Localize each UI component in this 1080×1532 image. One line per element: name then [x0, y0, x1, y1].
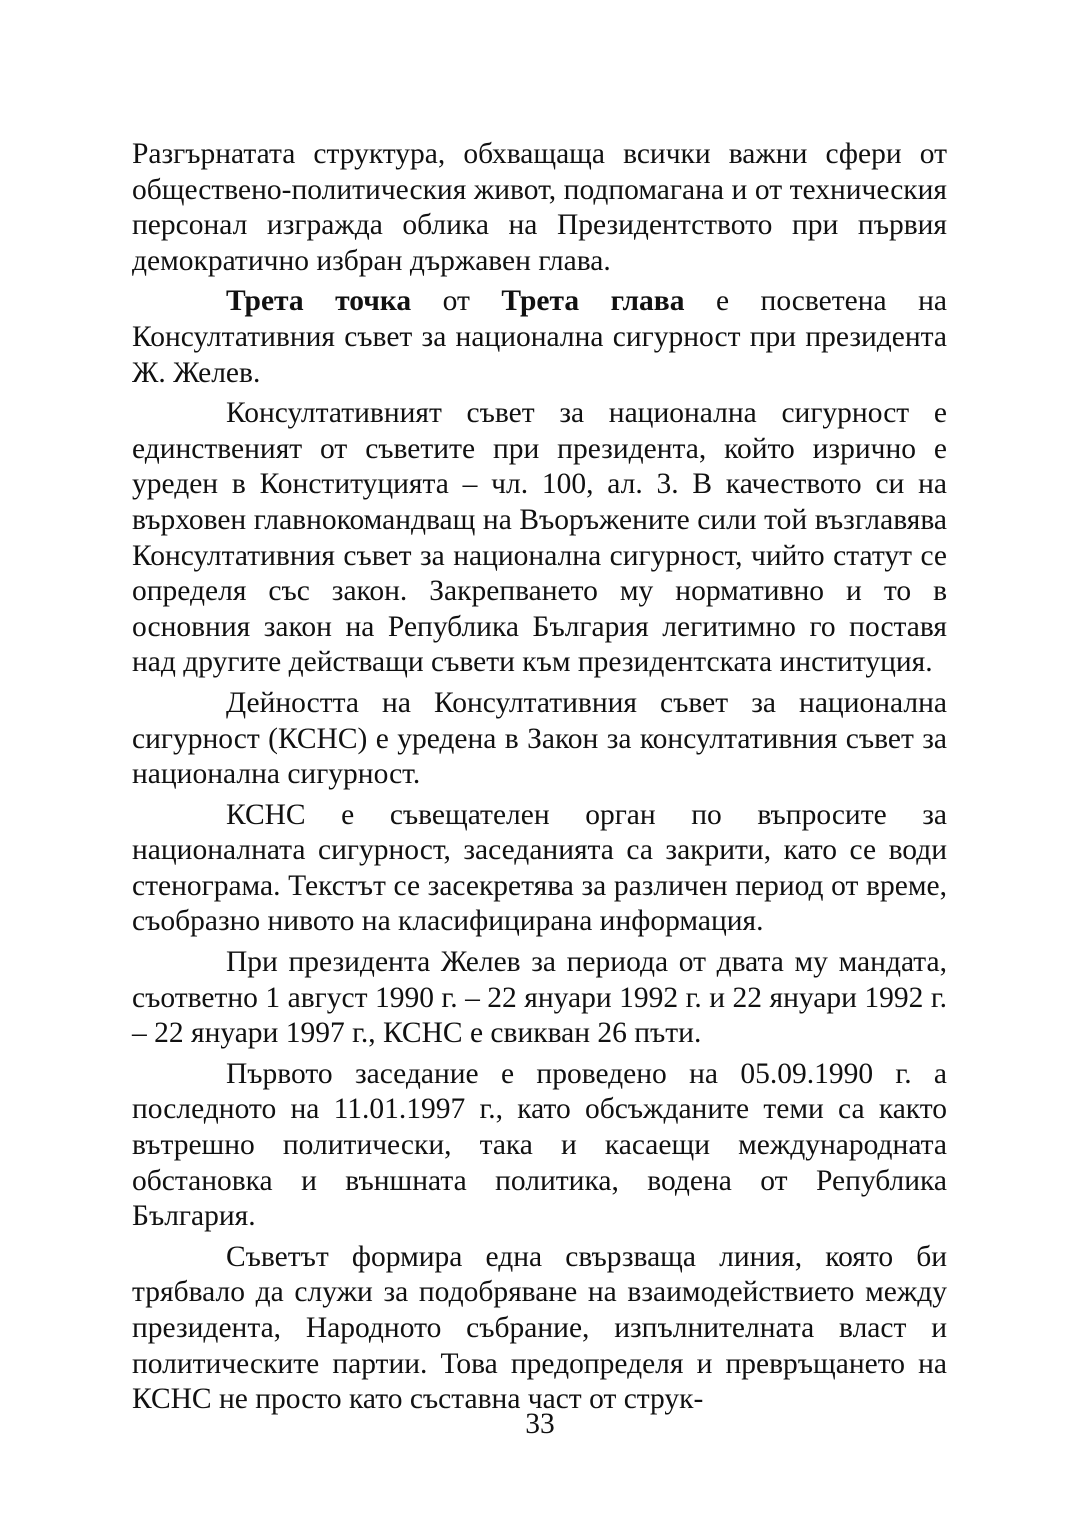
inline-text: е посветена на Консултативния съвет за национална сигурност при президента Ж. Желев.	[132, 285, 947, 389]
paragraph: Дейността на Консултативния съвет за национална сигурност (КСНС) е уредена в Закон за консултативния съвет за национална сигурност.	[132, 686, 947, 791]
bold-phrase-section: Трета точка	[226, 285, 412, 318]
document-body	[132, 137, 947, 1418]
page-number: 33	[525, 1408, 555, 1440]
bold-phrase-chapter: Трета глава	[501, 285, 685, 318]
paragraph: Консултативният съвет за национална сигурност е единственият от съветите при президента, който изрично е уреден в Конституцията – чл. 100, ал. 3. В качеството си на върховен главнокомандващ на Въоръжените сили той възглавява Консултативния съвет за национална сигурност, чийто статут се определя със закон. Закрепването му нормативно и то в основния закон на Република България легитимно го поставя над другите действащи съвети към президентската институция.	[132, 397, 947, 679]
paragraph: Съветът формира една свързваща линия, която би трябвало да служи за подобряване на взаимодействието между президента, Народното събрание, изпълнителната власт и политическите партии. Това предопределя и превръщането на КСНС не просто като съставна част от струк-	[132, 1240, 947, 1416]
paragraph: КСНС е съвещателен орган по въпросите за националната сигурност, заседанията са закрити, като се води стенограма. Текстът се засекретява за различен период от време, съобразно нивото на класифицирана информация.	[132, 798, 947, 938]
paragraph-section-intro	[132, 284, 947, 391]
paragraph: При президента Желев за периода от двата му мандата, съответно 1 август 1990 г. – 22 януари 1992 г. и 22 януари 1992 г. – 22 януари 1997 г., КСНС е свикван 26 пъти.	[132, 946, 947, 1050]
paragraph: Първото заседание е проведено на 05.09.1990 г. а последното на 11.01.1997 г., като обсъжданите теми са както вътрешно политически, така и касаещи международната обстановка и външната политика, водена от Република България.	[132, 1057, 947, 1233]
paragraph: Разгърнатата структура, обхващаща всички важни сфери от обществено-политическия живот, подпомагана и от техническия персонал изгражда облика на Президентството при първия демократично избран държавен глава.	[132, 138, 947, 277]
inline-text: от	[411, 285, 502, 318]
